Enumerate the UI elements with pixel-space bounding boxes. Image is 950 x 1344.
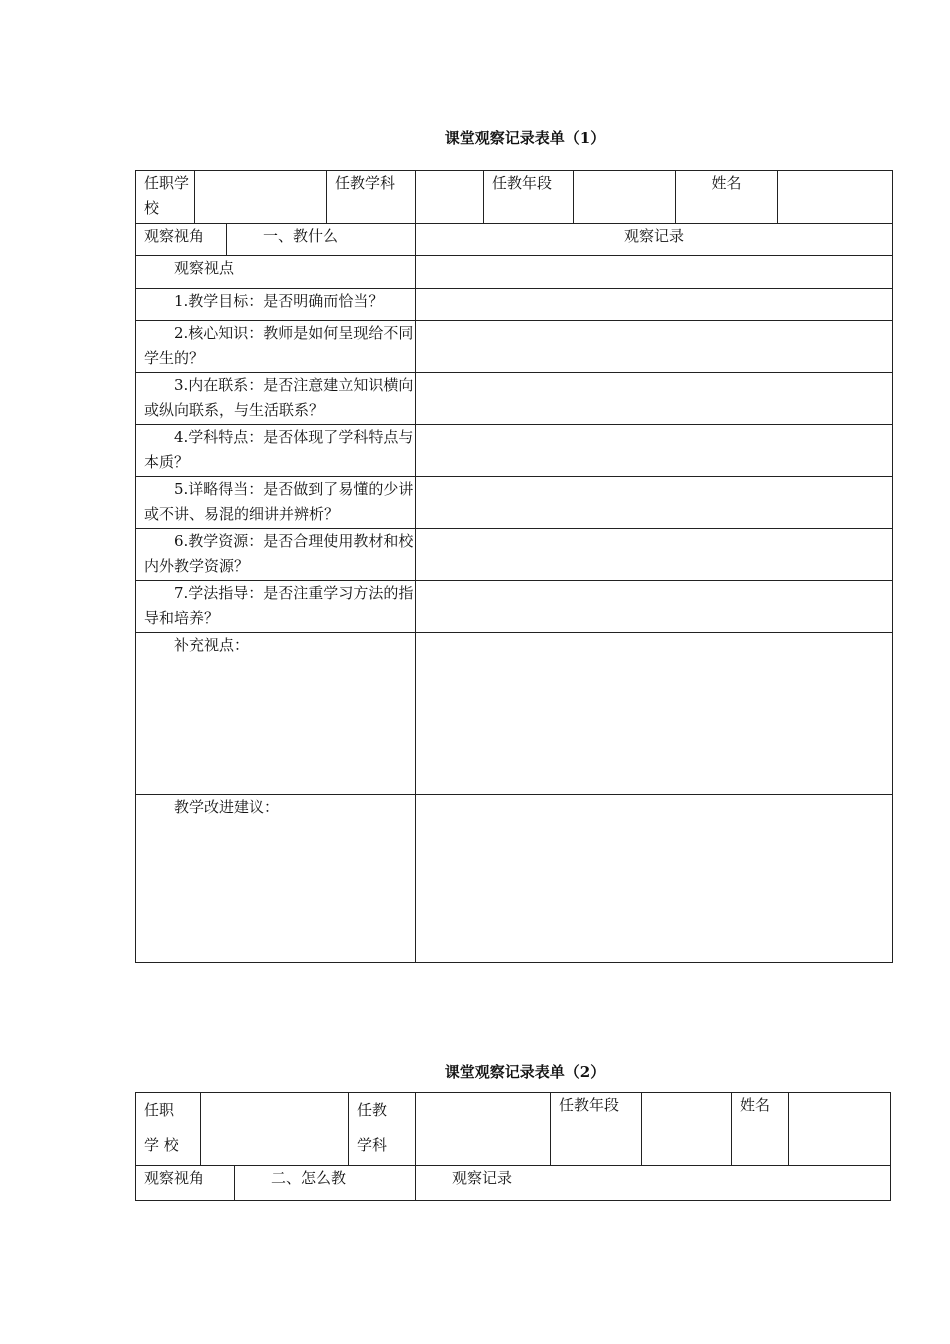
question-2: 2.核心知识：教师是如何呈现给不同学生的？ (136, 321, 416, 373)
record-field-1[interactable] (416, 289, 893, 321)
supplement-record-field[interactable] (416, 633, 893, 795)
question-5: 5.详略得当：是否做到了易懂的少讲或不讲、易混的细讲并辨析？ (136, 477, 416, 529)
perspective-value-2: 二、怎么教 (235, 1166, 416, 1201)
question-6: 6.教学资源：是否合理使用教材和校内外教学资源？ (136, 529, 416, 581)
school-label-2: 任职 学 校 (136, 1093, 201, 1166)
supplement-label: 补充视点： (136, 633, 416, 795)
observation-form-2 (135, 1092, 891, 1201)
record-field-5[interactable] (416, 477, 893, 529)
grade-field[interactable] (574, 171, 676, 224)
school-field-2[interactable] (201, 1093, 349, 1166)
grade-label: 任教年段 (484, 171, 574, 224)
subject-label-2: 任教 学科 (349, 1093, 416, 1166)
name-field-2[interactable] (789, 1093, 891, 1166)
perspective-label-2: 观察视角 (136, 1166, 235, 1201)
record-field-3[interactable] (416, 373, 893, 425)
subject-label: 任教学科 (327, 171, 416, 224)
observation-form-1 (135, 170, 893, 963)
subject-field-2[interactable] (416, 1093, 551, 1166)
perspective-value: 一、教什么 (227, 224, 416, 256)
name-label: 姓名 (676, 171, 778, 224)
record-field-2[interactable] (416, 321, 893, 373)
viewpoint-record-field[interactable] (416, 256, 893, 289)
perspective-label: 观察视角 (136, 224, 227, 256)
school-label: 任职学校 (136, 171, 195, 224)
record-field-7[interactable] (416, 581, 893, 633)
form2-title: 课堂观察记录表单（2） (444, 1063, 606, 1081)
form1-title: 课堂观察记录表单（1） (444, 129, 606, 147)
question-7: 7.学法指导：是否注重学习方法的指导和培养？ (136, 581, 416, 633)
grade-label-2: 任教年段 (551, 1093, 642, 1166)
grade-field-2[interactable] (642, 1093, 732, 1166)
subject-field[interactable] (416, 171, 484, 224)
record-field-6[interactable] (416, 529, 893, 581)
viewpoint-label: 观察视点 (136, 256, 416, 289)
record-label-2: 观察记录 (416, 1166, 891, 1201)
record-field-4[interactable] (416, 425, 893, 477)
record-label: 观察记录 (416, 224, 893, 256)
question-4: 4.学科特点：是否体现了学科特点与本质？ (136, 425, 416, 477)
question-3: 3.内在联系：是否注意建立知识横向或纵向联系，与生活联系？ (136, 373, 416, 425)
name-label-2: 姓名 (732, 1093, 789, 1166)
suggestion-record-field[interactable] (416, 795, 893, 963)
suggestion-label: 教学改进建议： (136, 795, 416, 963)
name-field[interactable] (778, 171, 893, 224)
school-field[interactable] (195, 171, 327, 224)
question-1: 1.教学目标：是否明确而恰当？ (136, 289, 416, 321)
